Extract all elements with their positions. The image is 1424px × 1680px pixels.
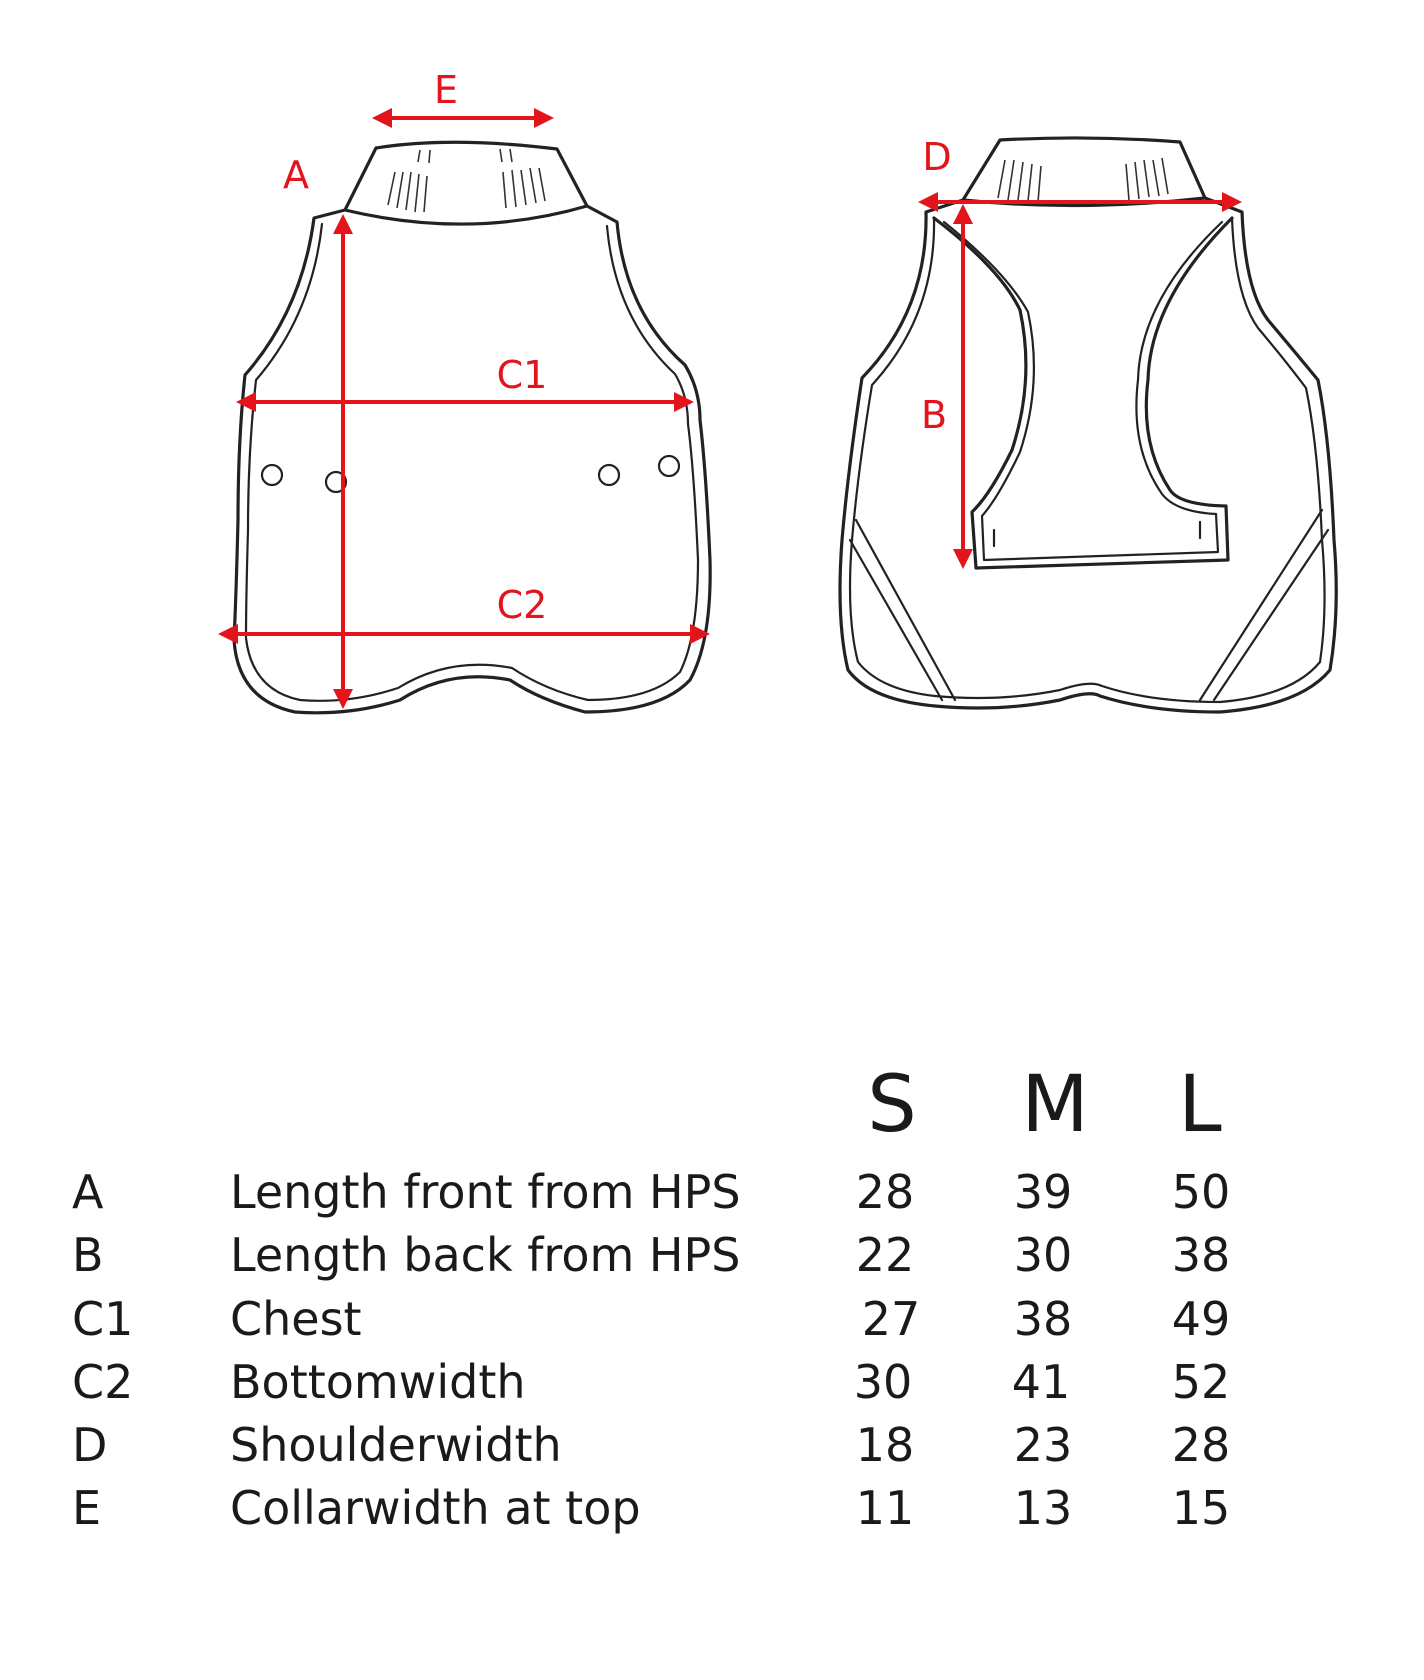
back-collar [963,138,1205,206]
label-b: B [920,393,948,437]
row-label: Shoulderwidth [230,1418,562,1472]
row-code: C1 [72,1292,134,1346]
table-row [0,1292,1424,1352]
table-row [0,1355,1424,1415]
row-value-m: 41 [1011,1355,1071,1409]
back-right-seam [1200,510,1328,700]
garment-diagram [0,0,1424,780]
row-value-m: 39 [1013,1165,1073,1219]
size-table [0,1060,1424,1620]
row-value-m: 13 [1013,1481,1073,1535]
table-row [0,1228,1424,1288]
back-view [840,135,1336,712]
row-value-l: 52 [1171,1355,1231,1409]
size-header-l: L [1178,1060,1222,1150]
front-collar-ribbing [388,149,545,212]
row-value-l: 28 [1171,1418,1231,1472]
front-collar [345,142,587,224]
row-value-m: 38 [1013,1292,1073,1346]
row-value-l: 49 [1171,1292,1231,1346]
row-value-l: 38 [1171,1228,1231,1282]
row-value-s: 27 [861,1292,921,1346]
row-label: Bottomwidth [230,1355,526,1409]
row-label: Length back from HPS [230,1228,741,1282]
row-code: A [72,1165,104,1219]
row-value-m: 23 [1013,1418,1073,1472]
row-value-s: 28 [855,1165,915,1219]
row-code: C2 [72,1355,134,1409]
row-value-m: 30 [1013,1228,1073,1282]
back-body-outline [840,198,1336,712]
front-buttons [262,456,679,492]
table-row [0,1418,1424,1478]
row-value-l: 50 [1171,1165,1231,1219]
row-value-l: 15 [1171,1481,1231,1535]
label-d: D [922,135,952,179]
button [659,456,679,476]
front-view [222,68,710,713]
row-code: D [72,1418,108,1472]
button [262,465,282,485]
size-header-m: M [1021,1060,1089,1150]
row-code: B [72,1228,104,1282]
row-value-s: 18 [855,1418,915,1472]
back-collar-ribbing [998,158,1168,202]
front-body-outline [234,206,710,713]
back-left-seam [850,520,955,700]
front-body-binding [246,224,698,701]
row-code: E [72,1481,102,1535]
label-c2: C2 [496,583,548,627]
table-row [0,1165,1424,1225]
back-harness-panel-inner [944,222,1222,560]
label-c1: C1 [496,353,548,397]
label-e: E [433,68,459,112]
label-a: A [283,153,309,197]
row-value-s: 22 [855,1228,915,1282]
table-row [0,1481,1424,1541]
row-label: Chest [230,1292,362,1346]
row-label: Length front from HPS [230,1165,741,1219]
size-header-s: S [867,1060,917,1150]
row-value-s: 11 [855,1481,915,1535]
button [599,465,619,485]
row-value-s: 30 [853,1355,913,1409]
row-label: Collarwidth at top [230,1481,641,1535]
back-harness-panel [934,218,1232,568]
